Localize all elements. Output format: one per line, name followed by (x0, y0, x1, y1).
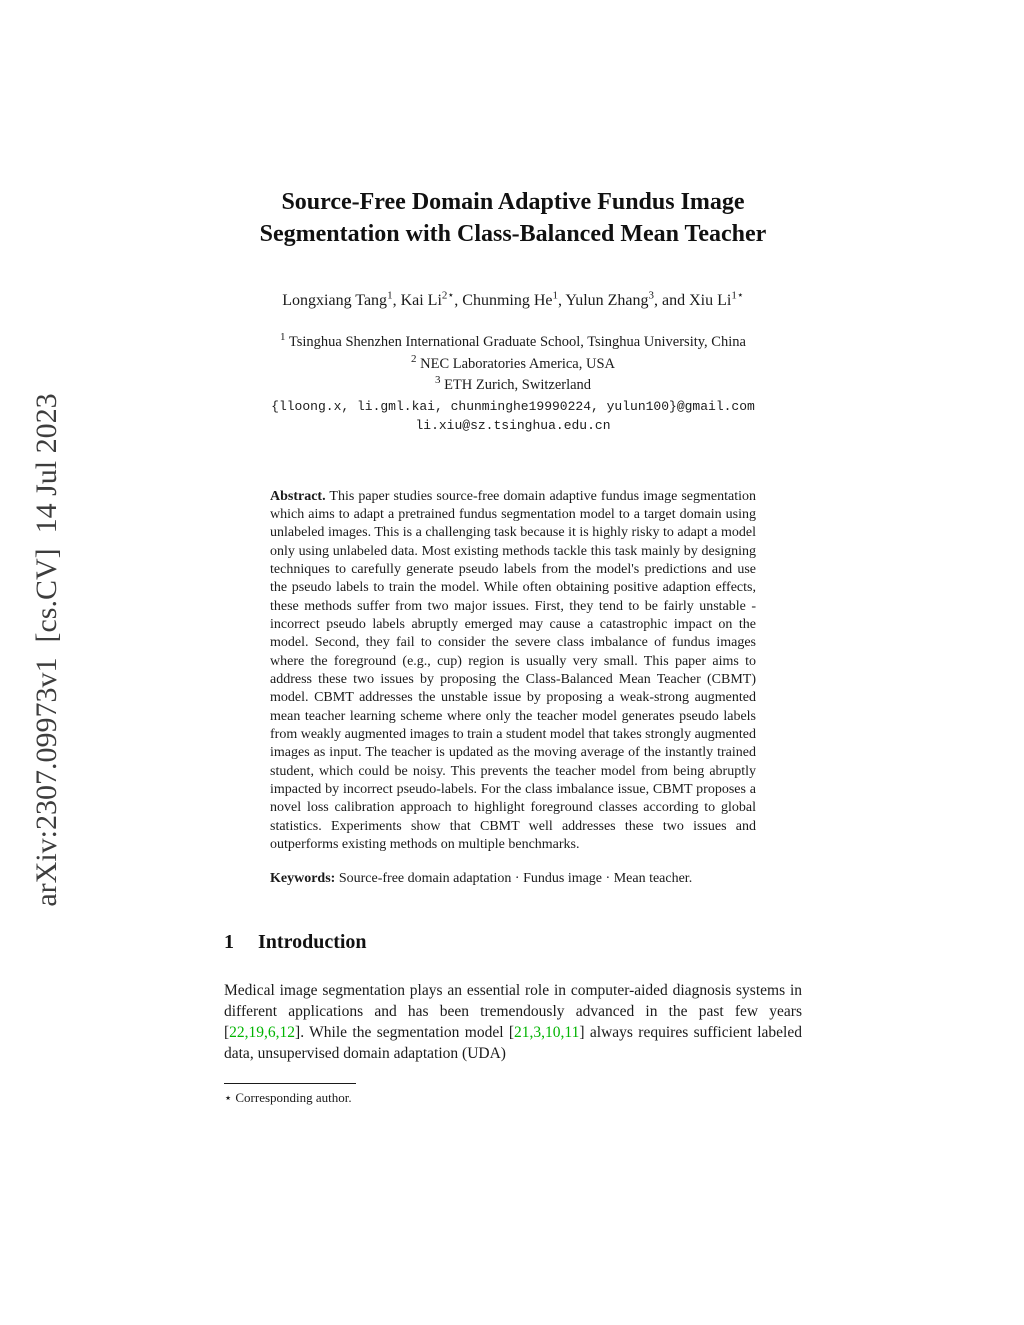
affiliation-3 (224, 373, 802, 395)
section-title: Introduction (258, 930, 367, 953)
intro-text: ] always requires sufficient labeled data, unsupervised domain adaptation (UDA) (224, 1024, 802, 1063)
title-line-2: Segmentation with Class-Balanced Mean Teacher (259, 221, 767, 248)
citation-link[interactable]: 21,3,10,11 (514, 1024, 580, 1042)
keywords-label: Keywords: (270, 871, 336, 887)
author-name: Kai Li (400, 292, 442, 310)
author (689, 289, 744, 310)
footnote-label: Corresponding author. (235, 1089, 352, 1105)
author-name: Longxiang Tang (282, 292, 388, 310)
intro-paragraph (224, 980, 802, 1065)
affiliation-text: NEC Laboratories America, USA (420, 355, 616, 372)
intro-text: ]. While the segmentation model [ (295, 1024, 515, 1042)
abstract-text: This paper studies source-free domain adaptive fundus image segmentation which aims to adapt a pretrained fundus segmentation model to a target domain using unlabeled images. This is a challenging task because it is highly risky to adapt a model only using unlabeled data. Most existing methods tackle this task mainly by designing techniques to carefully generate pseudo labels from the model's predictions and use the pseudo labels to train the model. While often obtaining positive adaption effects, these methods suffer from two major issues. First, they tend to be fairly unstable - incorrect pseudo labels abruptly emerged may cause a catastrophic impact on the model. Second, they fail to consider the severe class imbalance of fundus images where the foreground (e.g., cup) region is usually very small. This paper aims to address these two issues by proposing the Class-Balanced Mean Teacher (CBMT) model. CBMT addresses the unstable issue by proposing a weak-strong augmented mean teacher learning scheme where only the teacher model generates pseudo labels from weakly augmented images to train a student model that takes strongly augmented images as input. The teacher is updated as the moving average of the instantly trained student, which could be noisy. This prevents the teacher model from being abruptly impacted by incorrect pseudo-labels. For the class imbalance issue, CBMT proposes a novel loss calibration approach to highlight foreground classes according to global statistics. Experiments show that CBMT well addresses these two issues and outperforms existing methods on multiple benchmarks. (270, 488, 756, 853)
author-name: Chunming He (462, 292, 553, 310)
paper-content (224, 186, 802, 1106)
author-separator: , (454, 292, 463, 310)
author (462, 289, 566, 310)
footnote-symbol: ⋆ (224, 1089, 233, 1105)
author-affil-sup: 1 (552, 289, 558, 302)
affiliation-sup: 2 (410, 352, 417, 365)
title-line-1: Source-Free Domain Adaptive Fundus Image (281, 189, 745, 215)
email-line-1: {lloong.x, li.gml.kai, chunminghe19990224, yulun100}@gmail.com (271, 399, 755, 415)
affiliation-1 (224, 330, 802, 352)
author-affil-sup: 2⋆ (441, 289, 455, 302)
section-1-heading (224, 931, 802, 954)
affiliation-2 (224, 352, 802, 374)
author-separator: , and (654, 292, 690, 310)
keywords-text: Source-free domain adaptation · Fundus image · Mean teacher. (338, 871, 693, 887)
author (282, 289, 401, 310)
author-name: Xiu Li (689, 292, 732, 310)
author-separator: , (392, 292, 401, 310)
author (400, 289, 463, 310)
footnote-rule (224, 1083, 356, 1084)
author (565, 289, 690, 310)
section-number: 1 (224, 930, 234, 953)
emails (224, 398, 802, 436)
author-affil-sup: 1⋆ (731, 289, 744, 302)
author-affil-sup: 1 (387, 289, 393, 302)
author-affil-sup: 3 (648, 289, 655, 302)
affiliation-sup: 1 (280, 331, 286, 344)
email-line-2: li.xiu@sz.tsinghua.edu.cn (415, 417, 611, 433)
affiliations (224, 330, 802, 395)
author-name: Yulun Zhang (565, 292, 649, 310)
author-line (224, 289, 802, 310)
affiliation-text: Tsinghua Shenzhen International Graduate School, Tsinghua University, China (288, 333, 746, 350)
affiliation-sup: 3 (434, 374, 441, 387)
author-separator: , (558, 292, 566, 310)
abstract (270, 488, 756, 855)
keywords (270, 870, 756, 888)
paper-title (224, 186, 802, 251)
footnote-text (224, 1090, 802, 1106)
arxiv-watermark: arXiv:2307.09973v1 [cs.CV] 14 Jul 2023 (30, 393, 63, 907)
intro-text: Medical image segmentation plays an essential role in computer-aided diagnosis systems in different applications and has been tremendously advanced in the past few years [ (224, 981, 802, 1042)
affiliation-text: ETH Zurich, Switzerland (444, 377, 592, 394)
footnote (224, 1083, 802, 1106)
citation-link[interactable]: 22,19,6,12 (229, 1024, 296, 1042)
abstract-label: Abstract. (270, 488, 326, 504)
